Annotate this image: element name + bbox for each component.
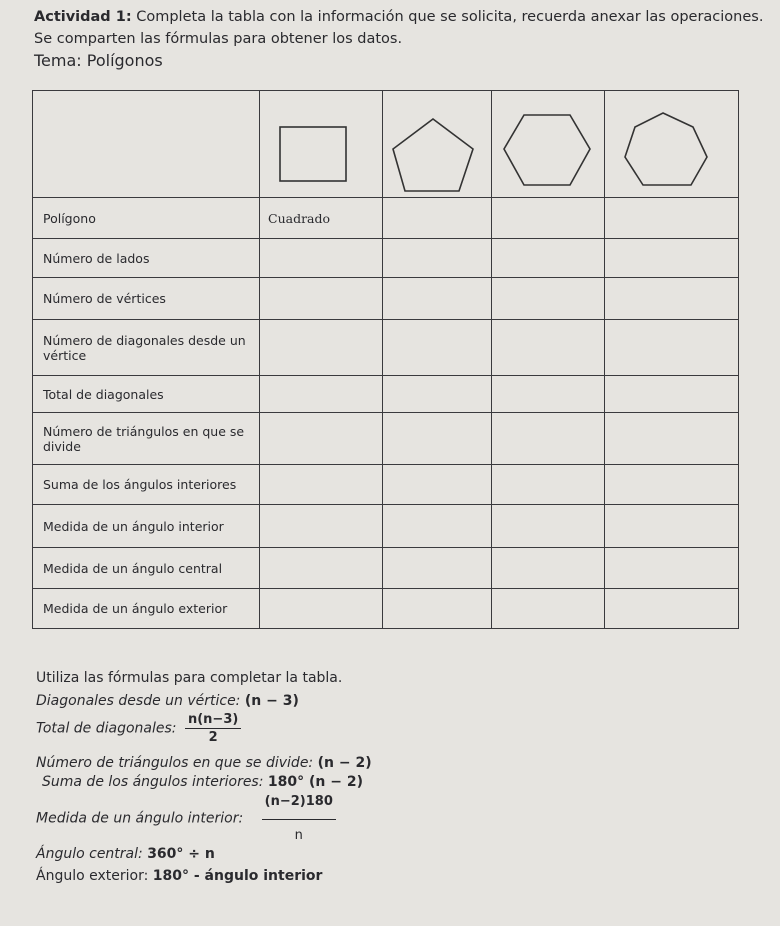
heptagon-cell (605, 91, 739, 198)
row-label: Medida de un ángulo exterior (33, 589, 260, 629)
formula-label: Número de triángulos en que se divide: (36, 755, 314, 771)
formula-label: Ángulo central: (36, 846, 143, 862)
pentagon-cell (383, 91, 492, 198)
row-label: Número de lados (33, 239, 260, 278)
formula-interior-angle (36, 794, 336, 843)
table-row (33, 465, 739, 505)
formula-expression: 360° ÷ n (147, 846, 215, 862)
formula-label: Ángulo exterior: (36, 868, 149, 884)
table-row (33, 278, 739, 320)
formula-label: Suma de los ángulos interiores: (42, 774, 264, 790)
row-label: Número de diagonales desde un vértice (33, 320, 260, 376)
fraction-numerator: n(n−3) (185, 712, 241, 729)
topic-title: Tema: Polígonos (34, 51, 163, 70)
row-label: Número de triángulos en que se divide (33, 413, 260, 465)
square-cell (260, 91, 383, 198)
fraction-denominator: n (294, 828, 303, 843)
table-row (33, 505, 739, 548)
activity-text: Completa la tabla con la información que se solicita, recuerda anexar las operaciones. (136, 9, 764, 25)
row-label: Total de diagonales (33, 376, 260, 413)
hexagon-icon (492, 91, 604, 197)
table-row (33, 413, 739, 465)
polygon-table (32, 90, 739, 629)
fraction-denominator: 2 (208, 730, 218, 745)
row-label: Número de vértices (33, 278, 260, 320)
table-row (33, 320, 739, 376)
formula-central-angle (36, 846, 215, 862)
formula-expression: (n − 3) (244, 693, 299, 709)
activity-label: Actividad 1: (34, 9, 132, 25)
table-row (33, 376, 739, 413)
row-label: Medida de un ángulo central (33, 548, 260, 589)
table-row (33, 239, 739, 278)
formula-fraction (185, 712, 241, 745)
pentagon-icon (383, 91, 491, 197)
formula-expression: (n − 2) (317, 755, 372, 771)
table-row (33, 548, 739, 589)
row-label: Medida de un ángulo interior (33, 505, 260, 548)
shape-row (33, 91, 739, 198)
table-row (33, 198, 739, 239)
formula-interior-sum (42, 774, 363, 790)
formula-diagonals-vertex (36, 693, 299, 709)
formula-label: Total de diagonales: (36, 720, 177, 737)
row-label: Polígono (33, 198, 260, 239)
formula-expression: 180° (n − 2) (267, 774, 363, 790)
formula-fraction (262, 794, 336, 843)
table-row (33, 589, 739, 629)
formulas-intro: Utiliza las fórmulas para completar la tabla. (36, 670, 343, 686)
formula-total-diagonals (36, 712, 241, 745)
heptagon-icon (605, 91, 738, 197)
activity-instruction (34, 8, 763, 26)
row-label: Suma de los ángulos interiores (33, 465, 260, 505)
square-name-cell: Cuadrado (260, 198, 383, 239)
formula-label: Medida de un ángulo interior: (36, 810, 244, 827)
formula-triangles (36, 755, 372, 771)
square-icon (260, 91, 382, 197)
formulas-note: Se comparten las fórmulas para obtener los datos. (34, 31, 403, 47)
hexagon-cell (492, 91, 605, 198)
formula-expression: 180° - ángulo interior (152, 868, 323, 884)
fraction-numerator: (n−2)180 (262, 794, 336, 820)
formula-exterior-angle (36, 868, 322, 884)
empty-corner-cell (33, 91, 260, 198)
formula-label: Diagonales desde un vértice: (36, 693, 241, 709)
